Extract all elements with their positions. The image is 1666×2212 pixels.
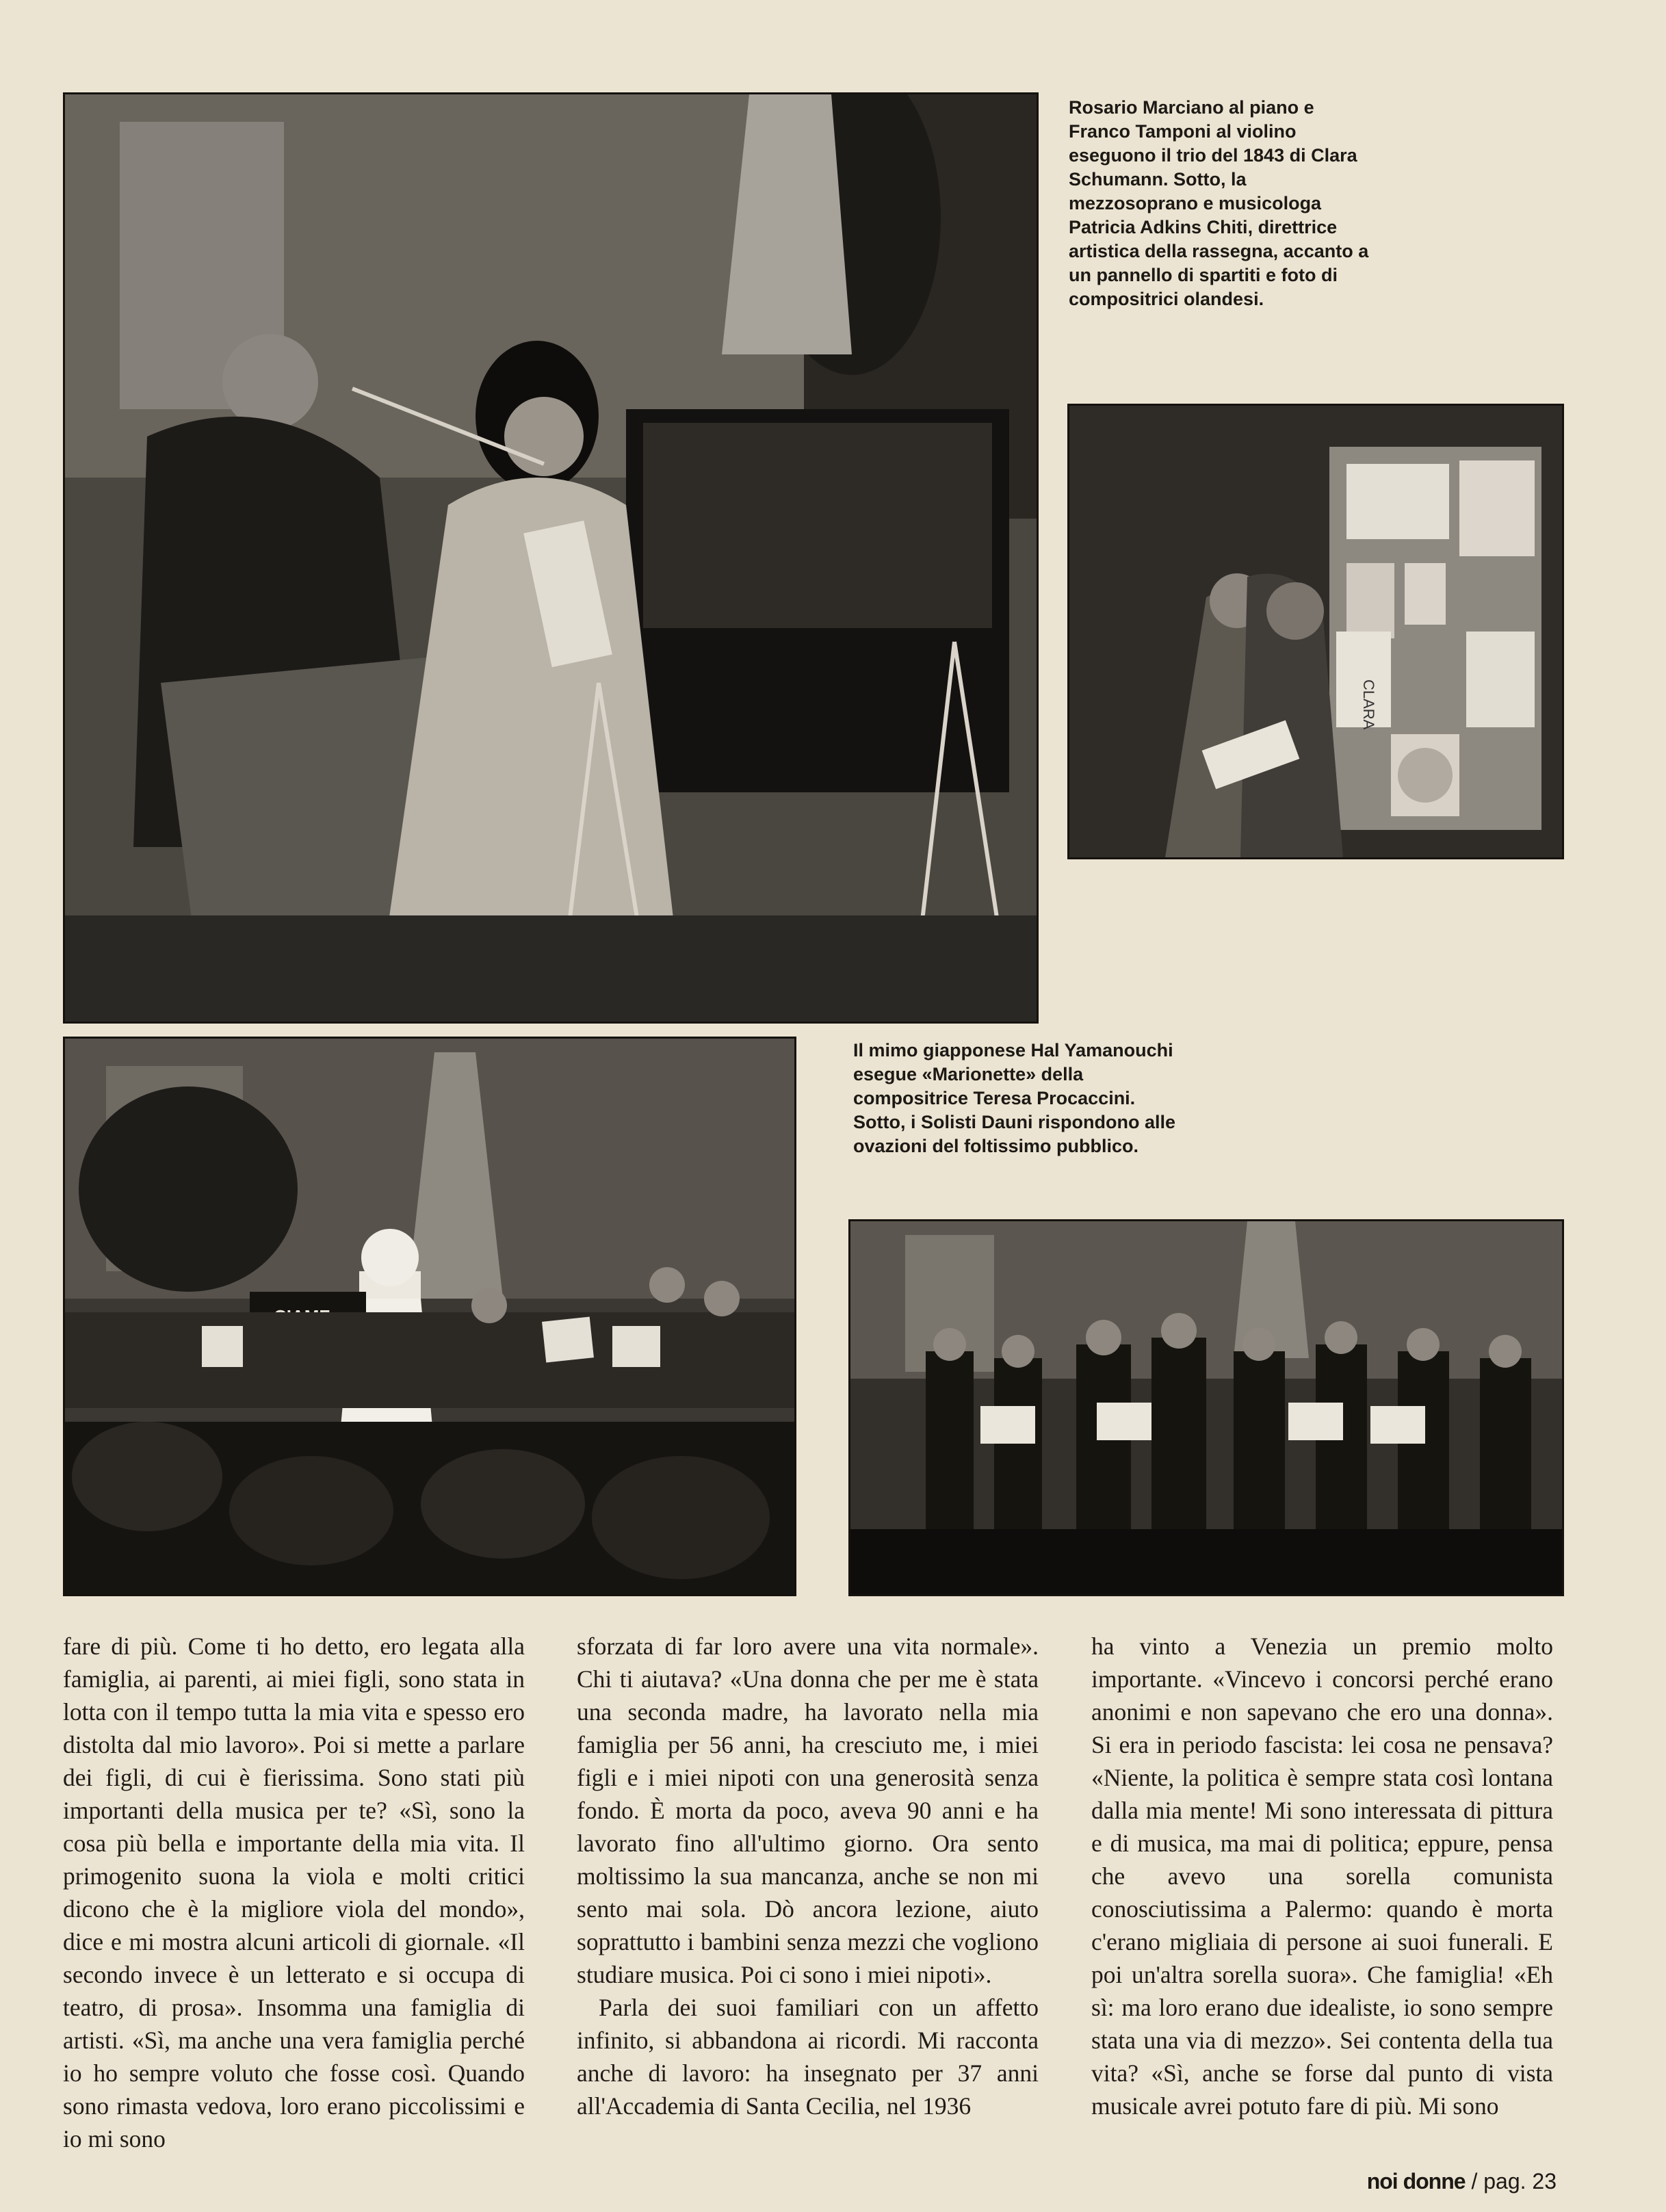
caption-middle: Il mimo giapponese Hal Yamanouchi esegue «Marionette» della compositrice Teresa Procaccini. Sotto, i Solisti Dauni rispondono alle ovazioni del foltissimo pubblico. [853,1040,1176,1156]
page-number: pag. 23 [1483,2169,1557,2194]
score-label: CLARA [1360,679,1377,730]
article-paragraph: fare di più. Come ti ho detto, ero legata alla famiglia, ai parenti, ai miei figli, sono stata in lotta con il tempo tutta la mia vita e spesso ero distolta dal mio lavoro». Poi si mette a parlare dei figli, di cui è fierissima. Sono stati più importanti della musica per te? «Sì, sono la cosa più bella e importante della mia vita. Il primogenito suona la viola e molti critici dicono che è la migliore viola del mondo», dice e mi mostra alcuni articoli di giornale. «Il secondo invece è un letterato e si occupa di teatro, di prosa». Insomma una famiglia di artisti. «Sì, ma anche una vera famiglia perché io ho sempre voluto che fosse così. Quando sono rimasta vedova, loro erano piccolissimi e io mi sono [63,1632,525,2152]
photo-mime-marionette [63,1037,796,1596]
article-column-1 [63,1630,525,2155]
article-paragraph: Parla dei suoi familiari con un affetto infinito, si abbandona ai ricordi. Mi racconta anche di lavoro: ha insegnato per 37 anni all'Accademia di Santa Cecilia, nel 1936 [577,1994,1039,2120]
article-column-2 [577,1630,1039,2122]
footer-separator: / [1471,2169,1478,2194]
photo-violin-piano-trio [63,92,1039,1024]
article-paragraph: sforzata di far loro avere una vita normale». Chi ti aiutava? «Una donna che per me è stata una seconda madre, ha lavorato nella mia famiglia per 56 anni, ha cresciuto me, i miei figli e i miei nipoti con una generosità senza fondo. È morta da poco, aveva 90 anni e ha lavorato fino all'ultimo giorno. Ora sento moltissimo la sua mancanza, anche se non mi sento mai sola. Dò ancora lezione, aiuto soprattutto i bambini senza mezzi che vogliono studiare musica. Poi ci sono i miei nipoti». [577,1632,1039,1988]
magazine-name: noi donne [1366,2169,1466,2194]
article-paragraph: ha vinto a Venezia un premio molto importante. «Vincevo i concorsi perché erano anonimi e non sapevano che ero una donna». Si era in periodo fascista: lei cosa ne pensava? «Niente, la politica è sempre stata così lontana dalla mia mente! Mi sono interessata di pittura e di musica, ma mai di politica; eppure, pensa che avevo una sorella comunista conosciutissima a Palermo: quando è morta c'erano migliaia di persone ai suoi funerali. E poi un'altra sorella suora». Che famiglia! «Eh sì: ma loro erano due idealiste, io sono sempre stata una via di mezzo». Sei contenta della tua vita? «Sì, anche se forse dal punto di vista musicale avrei potuto fare di più. Mi sono [1091,1632,1553,2120]
page-footer [1367,2169,1557,2194]
photo-solisti-dauni [848,1219,1564,1596]
caption-top: Rosario Marciano al piano e Franco Tamponi al violino eseguono il trio del 1843 di Clara Schumann. Sotto, la mezzosoprano e musicologa Patricia Adkins Chiti, direttrice artistica della rassegna, accanto a un pannello di spartiti e foto di compositrici olandesi. [1069,97,1369,309]
photo-patricia-adkins-chiti [1067,404,1564,859]
article-column-3 [1091,1630,1553,2122]
